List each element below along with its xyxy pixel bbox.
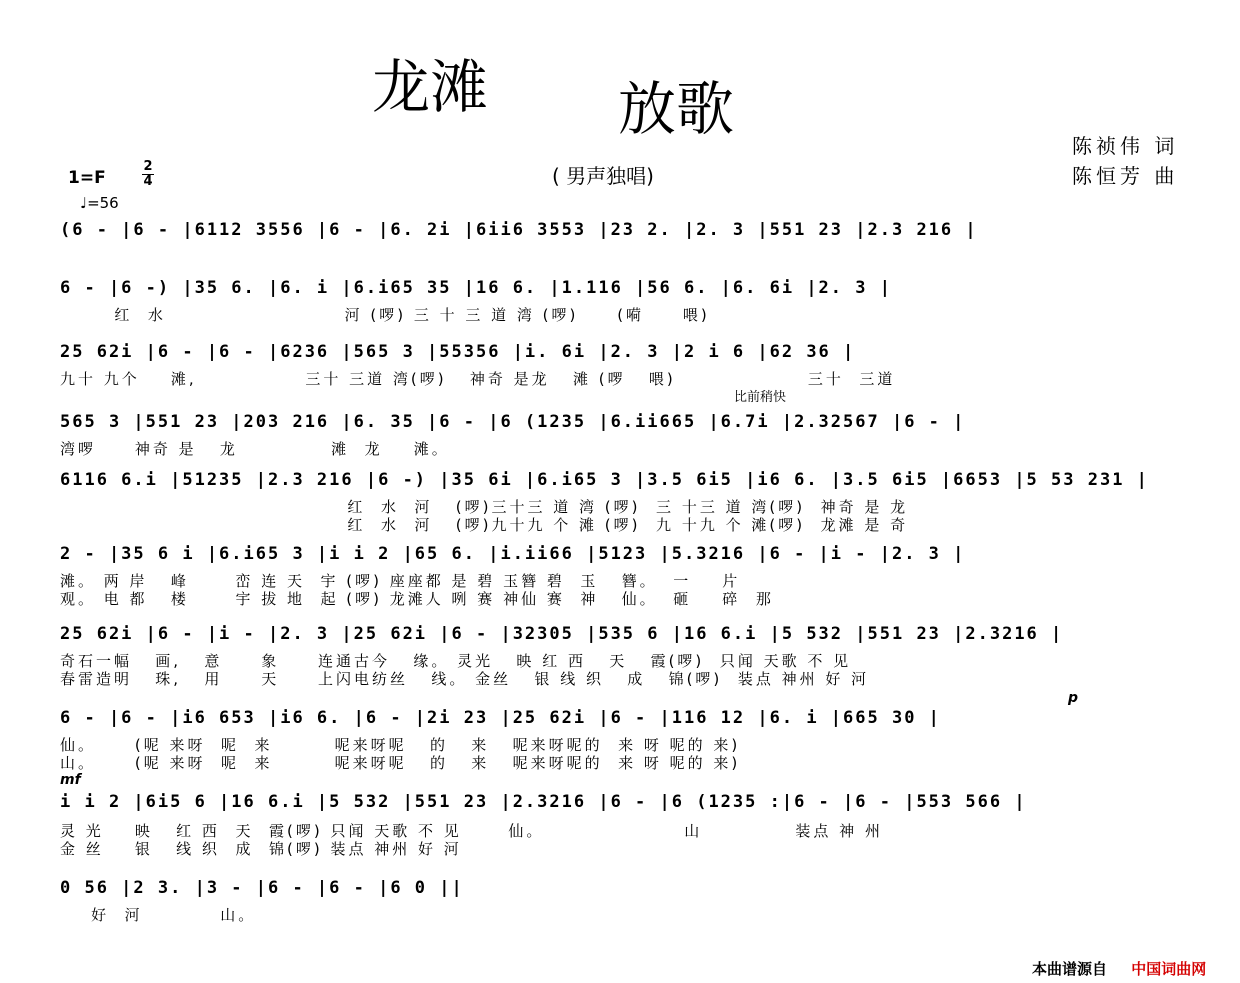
lyrics-verse-1: 滩。 两 岸 峰 峦 连 天 宇 (啰) 座座都 是 碧 玉簪 碧 玉 簪。 一 片 — [60, 572, 741, 590]
notation-line-2 — [60, 278, 1190, 338]
notation-notes: 0 56 |2 3. |3 - |6 - |6 - |6 0 || — [60, 878, 464, 898]
lyrics-verse-1: 红 水 河 (啰) 三 十 三 道 湾 (啰) (嗬 喂) — [60, 306, 710, 324]
notation-line-5 — [60, 470, 1190, 540]
site-name-link[interactable]: 中国词曲网 — [1131, 960, 1207, 978]
lyrics-verse-1: 红 水 河 (啰)三十三 道 湾 (啰) 三 十三 道 湾(啰) 神奇 是 龙 — [60, 498, 909, 516]
notation-notes: (6 - |6 - |6112 3556 |6 - |6. 2i |6ii6 3553 |23 2. |2. 3 |551 23 |2.3 216 | — [60, 220, 978, 240]
notation-line-1 — [60, 220, 1190, 280]
time-signature — [142, 160, 154, 189]
notation-notes: 6116 6.i |51235 |2.3 216 |6 -) |35 6i |6.i65 3 |3.5 6i5 |i6 6. |3.5 6i5 |6653 |5 53 231 | — [60, 470, 1149, 490]
title-part-1: 龙滩 — [372, 53, 489, 121]
notation-notes: 2 - |35 6 i |6.i65 3 |i i 2 |65 6. |i.ii66 |5123 |5.3216 |6 - |i - |2. 3 | — [60, 544, 966, 564]
notation-line-9 — [60, 792, 1190, 862]
source-label: 本曲谱源自 — [1032, 960, 1108, 978]
tempo-marking: ♩=56 — [80, 194, 119, 212]
lyrics-verse-1: 奇石一幅 画, 意 象 连通古今 缘。 灵光 映 红 西 天 霞(啰) 只闻 天歌 不 见 — [60, 652, 852, 670]
performance-subtitle: ( 男声独唱) — [552, 164, 654, 188]
lyrics-verse-2: 春雷造明 珠, 用 天 上闪电纺丝 线。 金丝 银 线 织 成 锦(啰) 装点 神州 好 河 — [60, 670, 870, 688]
composer-credit: 陈恒芳 曲 — [1072, 164, 1179, 188]
lyrics-verse-1: 好 河 山。 — [60, 906, 257, 924]
time-signature-bottom: 4 — [143, 174, 153, 189]
title-part-2: 放歌 — [618, 75, 735, 143]
time-signature-top: 2 — [143, 159, 153, 174]
notation-line-3 — [60, 342, 1190, 402]
notation-notes: 565 3 |551 23 |203 216 |6. 35 |6 - |6 (1235 |6.ii665 |6.7i |2.32567 |6 - | — [60, 412, 966, 432]
notation-notes: i i 2 |6i5 6 |16 6.i |5 532 |551 23 |2.3216 |6 - |6 (1235 :|6 - |6 - |553 566 | — [60, 792, 1027, 812]
key-signature: 1=F — [68, 168, 106, 188]
notation-line-4 — [60, 412, 1190, 472]
lyrics-verse-2: 观。 电 都 楼 宇 拔 地 起 (啰) 龙滩人 咧 赛 神仙 赛 神 仙。 砸 碎 那 — [60, 590, 774, 608]
notation-line-7 — [60, 624, 1190, 694]
lyrics-verse-2: 红 水 河 (啰)九十九 个 滩 (啰) 九 十九 个 滩(啰) 龙滩 是 奇 — [60, 516, 909, 534]
lyrics-verse-1: 九十 九个 滩, 三十 三道 湾(啰) 神奇 是龙 滩 (啰 喂) 三十 三道 — [60, 370, 896, 388]
notation-notes: 6 - |6 -) |35 6. |6. i |6.i65 35 |16 6. |1.116 |56 6. |6. 6i |2. 3 | — [60, 278, 892, 298]
lyricist-credit: 陈祯伟 词 — [1072, 134, 1179, 158]
lyrics-verse-1: 湾啰 神奇 是 龙 滩 龙 滩。 — [60, 440, 450, 458]
lyrics-verse-2: 山。 (呢 来呀 呢 来 呢来呀呢 的 来 呢来呀呢的 来 呀 呢的 来) — [60, 754, 741, 772]
notation-notes: 25 62i |6 - |6 - |6236 |565 3 |55356 |i. 6i |2. 3 |2 i 6 |62 36 | — [60, 342, 856, 362]
dynamic-p: p — [1068, 690, 1079, 706]
notation-notes: 25 62i |6 - |i - |2. 3 |25 62i |6 - |32305 |535 6 |16 6.i |5 532 |551 23 |2.3216 | — [60, 624, 1064, 644]
notation-line-8 — [60, 708, 1190, 778]
lyrics-verse-2: 金 丝 银 线 织 成 锦(啰) 装点 神州 好 河 — [60, 840, 462, 858]
notation-line-10 — [60, 878, 1190, 928]
lyrics-verse-1: 灵 光 映 红 西 天 霞(啰) 只闻 天歌 不 见 仙。 山 装点 神 州 — [60, 822, 883, 840]
notation-notes: 6 - |6 - |i6 653 |i6 6. |6 - |2i 23 |25 62i |6 - |116 12 |6. i |665 30 | — [60, 708, 941, 728]
notation-line-6 — [60, 544, 1190, 614]
dynamic-mf: mf — [60, 772, 81, 788]
source-footer — [1032, 958, 1206, 979]
lyrics-verse-1: 仙。 (呢 来呀 呢 来 呢来呀呢 的 来 呢来呀呢的 来 呀 呢的 来) — [60, 736, 741, 754]
tempo-annotation: 比前稍快 — [734, 390, 787, 405]
